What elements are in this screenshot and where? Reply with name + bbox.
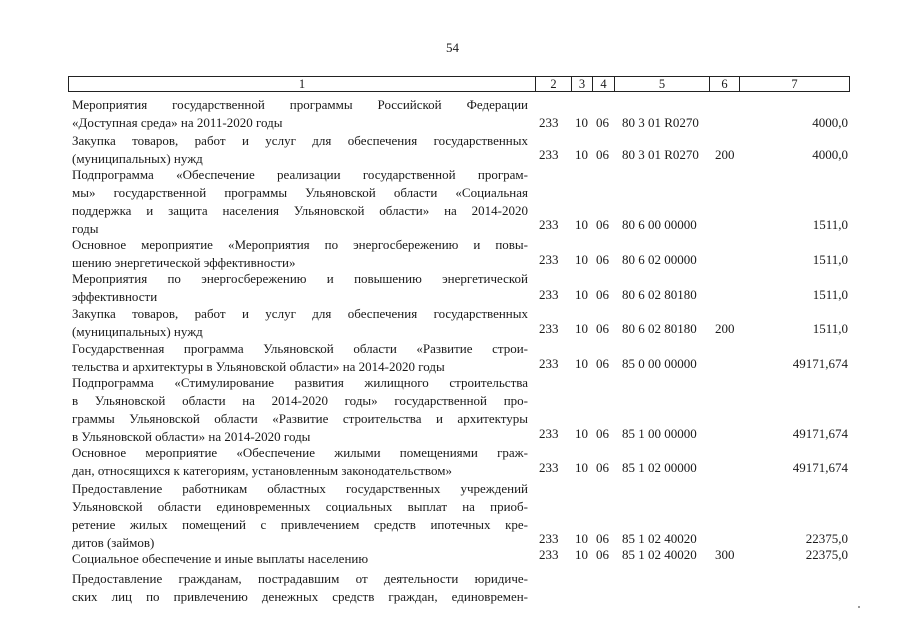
- code-section: 10: [575, 147, 588, 162]
- code-target: 80 3 01 R0270: [622, 115, 699, 130]
- code-subsection: 06: [596, 147, 609, 162]
- code-section: 10: [575, 115, 588, 130]
- code-subsection: 06: [596, 426, 609, 441]
- table-row-description: [72, 96, 528, 132]
- code-subsection: 06: [596, 460, 609, 475]
- code-gr: 233: [539, 460, 559, 475]
- code-target: 80 6 00 00000: [622, 217, 697, 232]
- header-col-7: 7: [739, 77, 849, 91]
- table-row-description: [72, 305, 528, 341]
- code-gr: 233: [539, 321, 559, 336]
- table-header: [68, 76, 850, 92]
- code-section: 10: [575, 217, 588, 232]
- description-line: Ульяновской области единовременных социальных выплат на приоб-: [72, 499, 528, 514]
- table-row-description: [72, 480, 528, 552]
- code-section: 10: [575, 321, 588, 336]
- header-col-5: 5: [614, 77, 709, 91]
- code-target: 80 6 02 80180: [622, 321, 697, 336]
- code-subsection: 06: [596, 115, 609, 130]
- code-gr: 233: [539, 426, 559, 441]
- table-row-description: [72, 270, 528, 306]
- code-section: 10: [575, 531, 588, 546]
- scan-speck: [858, 606, 860, 608]
- code-section: 10: [575, 460, 588, 475]
- code-gr: 233: [539, 147, 559, 162]
- description-line: Предоставление работникам областных государственных учреждений: [72, 481, 528, 496]
- description-line: Государственная программа Ульяновской области «Развитие строи-: [72, 341, 528, 356]
- code-gr: 233: [539, 356, 559, 371]
- description-line: (муниципальных) нужд: [72, 151, 203, 166]
- table-row-description: [72, 374, 528, 446]
- header-col-6: 6: [709, 77, 739, 91]
- description-line: Закупка товаров, работ и услуг для обеспечения государственных: [72, 133, 528, 148]
- code-type: 200: [715, 147, 735, 162]
- amount: 4000,0: [812, 147, 848, 162]
- code-target: 80 6 02 80180: [622, 287, 697, 302]
- code-gr: 233: [539, 547, 559, 562]
- amount: 49171,674: [792, 426, 848, 441]
- amount: 1511,0: [812, 252, 848, 267]
- code-subsection: 06: [596, 287, 609, 302]
- table-row-description: [72, 166, 528, 238]
- code-target: 80 3 01 R0270: [622, 147, 699, 162]
- table-row-description: [72, 132, 528, 168]
- code-subsection: 06: [596, 217, 609, 232]
- description-line: Подпрограмма «Стимулирование развития жилищного строительства: [72, 375, 528, 390]
- description-line: Основное мероприятие «Обеспечение жилыми помещениями граж-: [72, 445, 528, 460]
- table-row-description: [72, 550, 528, 568]
- amount: 1511,0: [812, 217, 848, 232]
- description-line: Предоставление гражданам, пострадавшим от деятельности юридиче-: [72, 571, 528, 586]
- amount: 1511,0: [812, 321, 848, 336]
- code-section: 10: [575, 547, 588, 562]
- description-line: эффективности: [72, 289, 158, 304]
- description-line: «Доступная среда» на 2011-2020 годы: [72, 115, 283, 130]
- code-gr: 233: [539, 287, 559, 302]
- amount: 49171,674: [792, 460, 848, 475]
- description-line: Основное мероприятие «Мероприятия по энергосбережению и повы-: [72, 237, 528, 252]
- description-line: годы: [72, 221, 99, 236]
- code-section: 10: [575, 252, 588, 267]
- code-type: 200: [715, 321, 735, 336]
- code-subsection: 06: [596, 531, 609, 546]
- header-col-1: 1: [298, 77, 306, 91]
- table-row-description: [72, 570, 528, 606]
- table-row-description: [72, 444, 528, 480]
- code-gr: 233: [539, 531, 559, 546]
- description-line: шению энергетической эффективности»: [72, 255, 296, 270]
- description-line: граммы Ульяновской области «Развитие строительства и архитектуры: [72, 411, 528, 426]
- code-section: 10: [575, 426, 588, 441]
- description-line: дан, относящихся к категориям, установленным законодательством»: [72, 463, 452, 478]
- description-line: ских лиц по привлечению денежных средств граждан, единовремен-: [72, 589, 528, 604]
- description-line: Закупка товаров, работ и услуг для обеспечения государственных: [72, 306, 528, 321]
- amount: 22375,0: [805, 531, 848, 546]
- code-subsection: 06: [596, 321, 609, 336]
- description-line: Мероприятия государственной программы Российской Федерации: [72, 97, 528, 112]
- code-target: 85 1 02 00000: [622, 460, 697, 475]
- header-col-2: 2: [535, 77, 571, 91]
- description-line: поддержка и защита населения Ульяновской области» на 2014-2020: [72, 203, 528, 218]
- code-subsection: 06: [596, 252, 609, 267]
- amount: 49171,674: [792, 356, 848, 371]
- code-subsection: 06: [596, 547, 609, 562]
- code-target: 85 1 02 40020: [622, 547, 697, 562]
- description-line: Социальное обеспечение и иные выплаты населению: [72, 551, 369, 566]
- header-col-3: 3: [571, 77, 592, 91]
- description-line: в Ульяновской области» на 2014-2020 годы: [72, 429, 311, 444]
- code-section: 10: [575, 287, 588, 302]
- code-gr: 233: [539, 252, 559, 267]
- code-target: 85 0 00 00000: [622, 356, 697, 371]
- code-target: 85 1 00 00000: [622, 426, 697, 441]
- description-line: (муниципальных) нужд: [72, 324, 203, 339]
- code-subsection: 06: [596, 356, 609, 371]
- code-gr: 233: [539, 115, 559, 130]
- code-gr: 233: [539, 217, 559, 232]
- description-line: Подпрограмма «Обеспечение реализации государственной програм-: [72, 167, 528, 182]
- description-line: Мероприятия по энергосбережению и повышению энергетической: [72, 271, 528, 286]
- header-col-4: 4: [592, 77, 614, 91]
- description-line: в Ульяновской области на 2014-2020 годы» государственной про-: [72, 393, 528, 408]
- description-line: дитов (займов): [72, 535, 155, 550]
- code-target: 80 6 02 00000: [622, 252, 697, 267]
- description-line: ретение жилых помещений с привлечением средств ипотечных кре-: [72, 517, 528, 532]
- amount: 22375,0: [805, 547, 848, 562]
- table-row-description: [72, 340, 528, 376]
- code-type: 300: [715, 547, 735, 562]
- table-row-description: [72, 236, 528, 272]
- page-number: 54: [446, 40, 459, 55]
- amount: 4000,0: [812, 115, 848, 130]
- code-section: 10: [575, 356, 588, 371]
- code-target: 85 1 02 40020: [622, 531, 697, 546]
- description-line: тельства и архитектуры в Ульяновской области» на 2014-2020 годы: [72, 359, 445, 374]
- amount: 1511,0: [812, 287, 848, 302]
- description-line: мы» государственной программы Ульяновской области «Социальная: [72, 185, 528, 200]
